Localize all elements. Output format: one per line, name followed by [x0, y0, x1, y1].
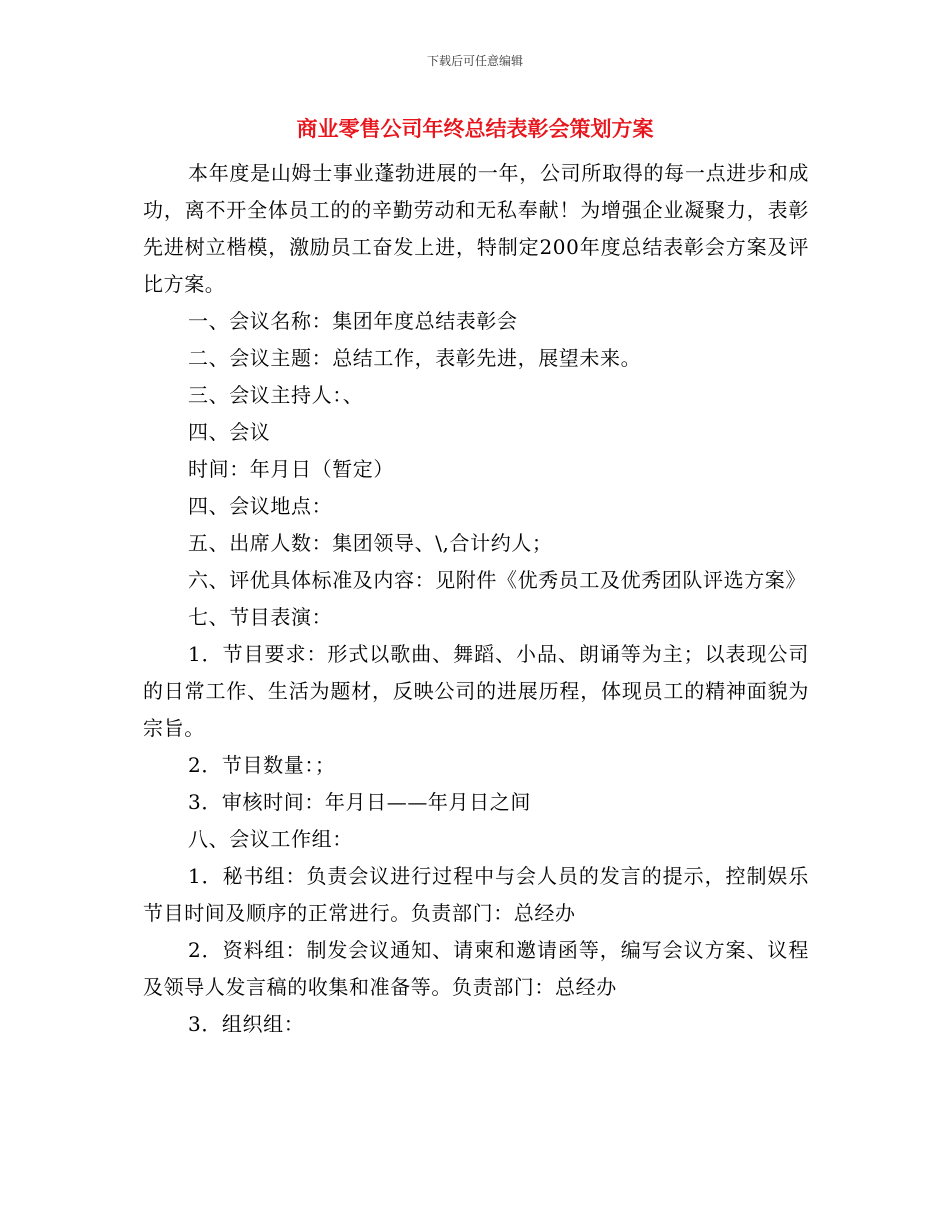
document-title: 商业零售公司年终总结表彰会策划方案: [296, 117, 654, 141]
list-item-program-count: 2．节目数量：；: [188, 753, 336, 777]
section-attendance: 五、出席人数：集团领导、\,合计约人；: [188, 531, 553, 555]
section-meeting-host: 三、会议主持人：、: [188, 383, 364, 407]
list-item-organizing-group: 3．组织组：: [188, 1012, 305, 1036]
document-body: [143, 155, 809, 1043]
section-performances: 七、节目表演：: [188, 605, 333, 629]
list-item-review-time: 3．审核时间：年月日——年月日之间: [188, 790, 531, 814]
list-item-program-requirements: 1．节目要求：形式以歌曲、舞蹈、小品、朗诵等为主；以表现公司的日常工作、生活为题材，反映公司的进展历程，体现员工的精神面貌为宗旨。: [143, 642, 809, 740]
list-item-materials-group: 2．资料组：制发会议通知、请柬和邀请函等，编写会议方案、议程及领导人发言稿的收集和准备等。负责部门：总经办: [143, 938, 809, 999]
list-item-secretariat-group: 1．秘书组：负责会议进行过程中与会人员的发言的提示，控制娱乐节目时间及顺序的正常进行。负责部门：总经办: [143, 864, 809, 925]
page-header-note: 下载后可任意编辑: [426, 54, 523, 68]
section-working-groups: 八、会议工作组：: [188, 827, 353, 851]
section-meeting: 四、会议: [188, 420, 271, 444]
section-meeting-name: 一、会议名称：集团年度总结表彰会: [188, 309, 518, 333]
section-meeting-location: 四、会议地点：: [188, 494, 333, 518]
section-award-criteria: 六、评优具体标准及内容：见附件《优秀员工及优秀团队评选方案》: [188, 568, 806, 592]
intro-paragraph: 本年度是山姆士事业蓬勃进展的一年，公司所取得的每一点进步和成功，离不开全体员工的的辛勤劳动和无私奉献！为增强企业凝聚力，表彰先进树立楷模，激励员工奋发上进，特制定200年度总结表彰会方案及评比方案。: [143, 161, 809, 296]
section-meeting-time: 时间：年月日（暂定）: [188, 457, 394, 481]
section-meeting-theme: 二、会议主题：总结工作，表彰先进，展望未来。: [188, 346, 642, 370]
